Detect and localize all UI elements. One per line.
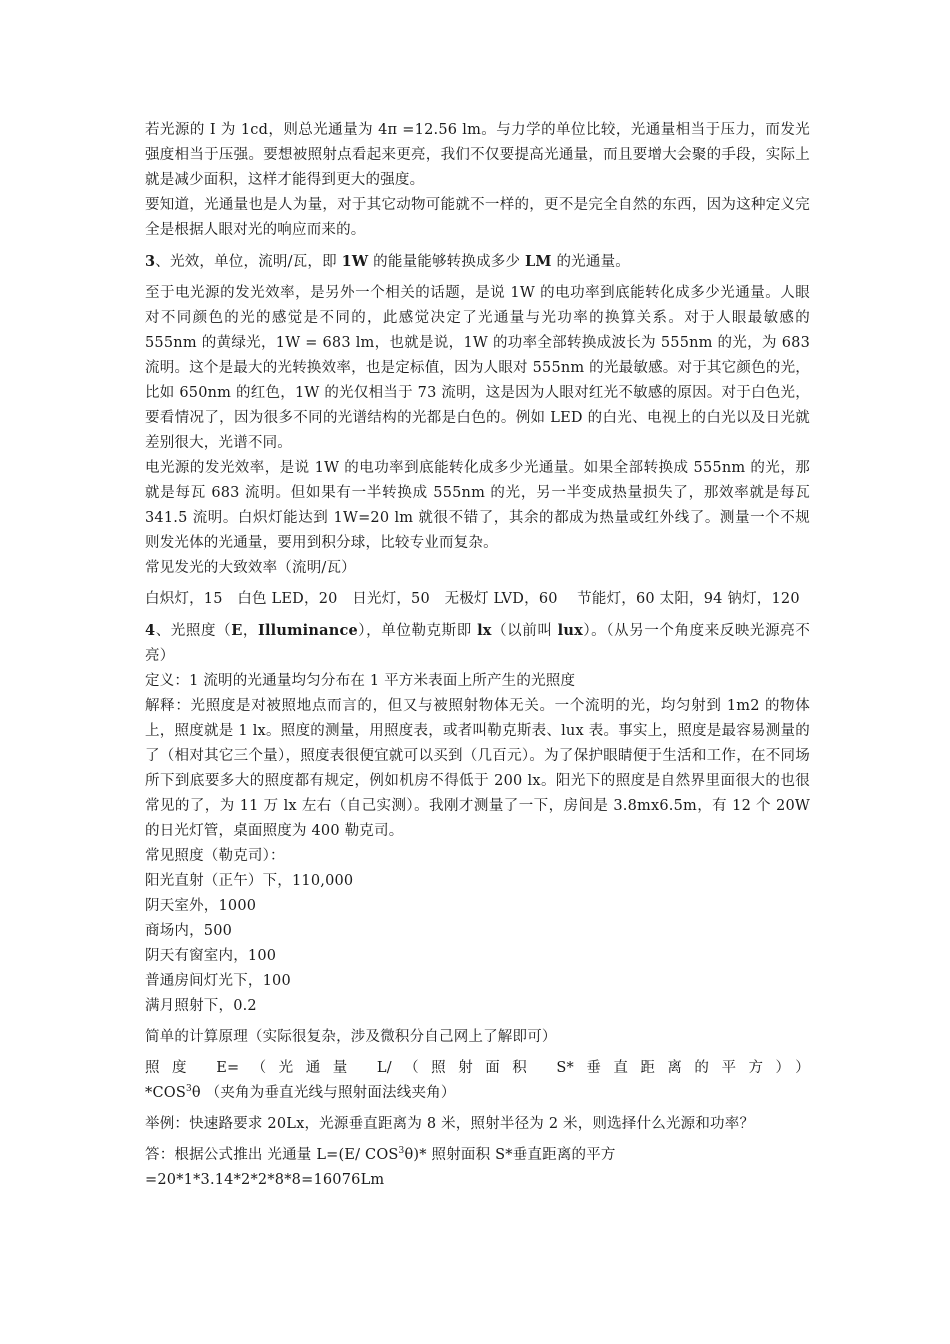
heading-section-4-illuminance [145, 618, 810, 669]
formula-exponent: 3 [185, 1084, 192, 1095]
list-item: 满月照射下，0.2 [145, 998, 257, 1014]
document-body [145, 118, 810, 1193]
heading-text: ），单位勒克斯即 [357, 623, 478, 639]
paragraph-illuminance-definition: 定义：1 流明的光通量均匀分布在 1 平方米表面上所产生的光照度 [145, 673, 576, 689]
formula-text: θ （夹角为垂直光线与照射面法线夹角） [191, 1085, 456, 1101]
paragraph-common-efficacy-title: 常见发光的大致效率（流明/瓦） [145, 560, 356, 576]
heading-text: 的能量能够转换成多少 [368, 254, 525, 270]
formula-text: θ)* 照射面积 S*垂直距离的平方 [404, 1147, 616, 1163]
heading-text: ， [242, 623, 258, 639]
heading-bold-term: lux [557, 622, 583, 639]
heading-bold-term: 1W [341, 253, 369, 270]
heading-bold-term: Illuminance [257, 622, 358, 639]
list-item: 阴天室外，1000 [145, 898, 257, 914]
paragraph-flux-human-defined: 要知道，光通量也是人为量，对于其它动物可能就不一样的，更不是完全自然的东西，因为这种定义完全是根据人眼对光的响应而来的。 [145, 197, 810, 238]
paragraph-common-illuminance-title: 常见照度（勒克司）： [145, 848, 285, 864]
list-item: 普通房间灯光下，100 [145, 973, 291, 989]
paragraph-efficacy-explanation: 至于电光源的发光效率，是另外一个相关的话题，是说 1W 的电功率到底能转化成多少光通量。人眼对不同颜色的光的感觉是不同的，此感觉决定了光通量与光功率的换算关系。对于人眼最敏感的 555nm 的黄绿光，1W = 683 lm，也就是说，1W 的功率全部转换成波长为 555nm 的光，为 683 流明。这个是最大的光转换效率，也是定标值，因为人眼对 555nm 的光最敏感。对于其它颜色的光，比如 650nm 的红色，1W 的光仅相当于 73 流明，这是因为人眼对红光不敏感的原因。对于白色光，要看情况了，因为很多不同的光谱结构的光都是白色的。例如 LED 的白光、电视上的白光以及日光就差别很大，光谱不同。 [145, 285, 810, 451]
list-item: 商场内，500 [145, 923, 233, 939]
heading-bold-term: E [231, 622, 243, 639]
heading-text: 、光效，单位，流明/瓦，即 [155, 254, 342, 270]
heading-bold-term: LM [525, 253, 552, 270]
heading-text: （以前叫 [491, 623, 558, 639]
heading-text: ）。（从另一个角度来反映光源亮不亮） [145, 623, 811, 664]
formula-exponent: 3 [398, 1146, 405, 1157]
paragraph-luminous-flux-example: 若光源的 I 为 1cd，则总光通量为 4π =12.56 lm。与力学的单位比较，光通量相当于压力，而发光强度相当于压强。要想被照射点看起来更亮，我们不仅要提高光通量，而且要增大会聚的手段，实际上就是减少面积，这样才能得到更大的强度。 [145, 122, 810, 188]
heading-text: 的光通量。 [551, 254, 630, 270]
heading-number: 3 [145, 253, 156, 270]
heading-section-3-efficacy [145, 249, 810, 275]
heading-bold-term: lx [477, 622, 492, 639]
paragraph-example-result: =20*1*3.14*2*2*8*8=16076Lm [145, 1172, 385, 1188]
paragraph-example-question: 举例：快速路要求 20Lx，光源垂直距离为 8 米，照射半径为 2 米，则选择什么光源和功率？ [145, 1116, 755, 1132]
paragraph-common-efficacy-values: 白炽灯，15 白色 LED，20 日光灯，50 无极灯 LVD，60 节能灯，60 太阳，94 钠灯，120 [145, 591, 800, 607]
formula-text: 照度 E=（光通量 L/（照射面积 S*垂直距离的平方））*COS [145, 1060, 810, 1101]
paragraph-efficacy-definition: 电光源的发光效率，是说 1W 的电功率到底能转化成多少光通量。如果全部转换成 555nm 的光，那就是每瓦 683 流明。但如果有一半转换成 555nm 的光，另一半变成热量损失了，那效率就是每瓦 341.5 流明。白炽灯能达到 1W=20 lm 就很不错了，其余的都成为热量或红外线了。测量一个不规则发光体的光通量，要用到积分球，比较专业而复杂。 [145, 460, 810, 551]
list-item: 阳光直射（正午）下，110,000 [145, 873, 354, 889]
paragraph-illuminance-formula [145, 1056, 810, 1106]
list-item: 阴天有窗室内，100 [145, 948, 277, 964]
paragraph-illuminance-explanation: 解释：光照度是对被照地点而言的，但又与被照射物体无关。一个流明的光，均匀射到 1m2 的物体上，照度就是 1 lx。照度的测量，用照度表，或者叫勒克斯表、lux 表。事实上，照度是最容易测量的了（相对其它三个量），照度表很便宜就可以买到（几百元）。为了保护眼睛便于生活和工作，在不同场所下到底要多大的照度都有规定，例如机房不得低于 200 lx。阳光下的照度是自然界里面很大的也很常见的了，为 11 万 lx 左右（自己实测）。我刚才测量了一下，房间是 3.8mx6.5m，有 12 个 20W 的日光灯管，桌面照度为 400 勒克司。 [145, 698, 810, 839]
paragraph-example-answer [145, 1143, 810, 1168]
heading-text: 、光照度（ [155, 623, 232, 639]
paragraph-calculation-principle: 简单的计算原理（实际很复杂，涉及微积分自己网上了解即可） [145, 1029, 557, 1045]
formula-text: 答：根据公式推出 光通量 L=(E/ COS [145, 1147, 399, 1163]
heading-number: 4 [145, 622, 156, 639]
